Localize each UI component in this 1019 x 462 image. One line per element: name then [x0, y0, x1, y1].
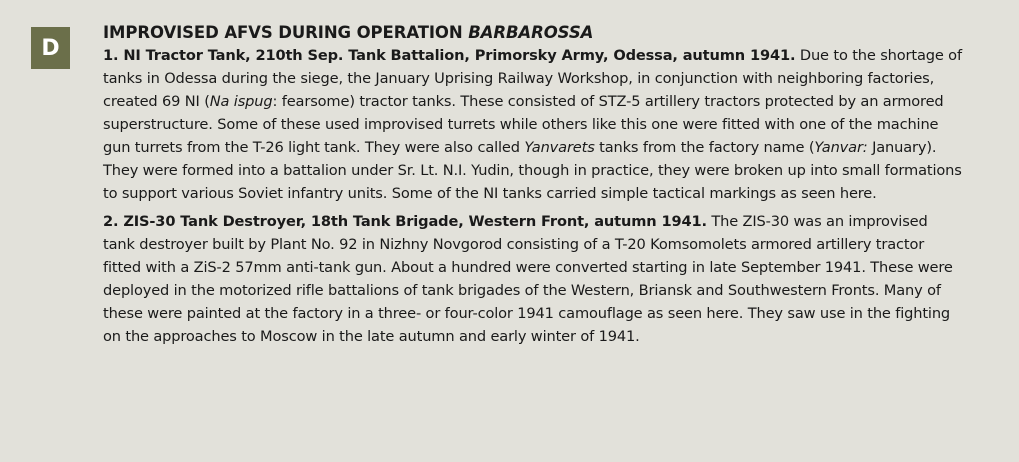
caption-block	[103, 22, 963, 348]
heading-italic: BARBAROSSA	[468, 23, 594, 42]
section-badge: D	[31, 27, 70, 69]
entry-zis30-tank-destroyer	[103, 210, 963, 348]
entry-italic: Yanvarets	[524, 139, 595, 156]
entry-italic: Yanvar:	[814, 139, 868, 156]
entry-text: tanks from the factory name (	[594, 139, 815, 156]
entry-text: The ZIS-30 was an improvised tank destroyer built by Plant No. 92 in Nizhny Novgorod consisting of a T-20 Komsomolets armored artillery tractor fitted with a ZiS-2 57mm anti-tank gun. About a hundred were converted starting in late September 1941. These were deployed in the motorized rifle battalions of tank brigades of the Western, Briansk and Southwestern Fronts. Many of these were painted at the factory in a three- or four-color 1941 camouflage as seen here. They saw use in the fighting on the approaches to Moscow in the late autumn and early winter of 1941.	[103, 213, 953, 345]
section-heading	[103, 22, 963, 44]
entry-text: : fearsome) tractor tanks. These consisted of STZ-5 artillery tractors protected by an armored superstructure. Some of these used improvised turrets while others like this one were fitted with one of the machine gun turrets from the T-26 light tank. They were also called	[103, 93, 944, 156]
entry-italic: Na ispug	[209, 93, 273, 110]
entry-title: 1. NI Tractor Tank, 210th Sep. Tank Battalion, Primorsky Army, Odessa, autumn 1941.	[103, 47, 796, 64]
entry-title: 2. ZIS-30 Tank Destroyer, 18th Tank Brigade, Western Front, autumn 1941.	[103, 213, 707, 230]
entry-text: January). They were formed into a battalion under Sr. Lt. N.I. Yudin, though in practice, they were broken up into small formations to support various Soviet infantry units. Some of the NI tanks carried simple tactical markings as seen here.	[103, 139, 962, 202]
heading-text: IMPROVISED AFVS DURING OPERATION	[103, 23, 469, 42]
entry-ni-tractor-tank	[103, 44, 963, 205]
entry-text: Due to the shortage of tanks in Odessa during the siege, the January Uprising Railway Workshop, in conjunction with neighboring factories, created 69 NI (	[103, 47, 962, 110]
